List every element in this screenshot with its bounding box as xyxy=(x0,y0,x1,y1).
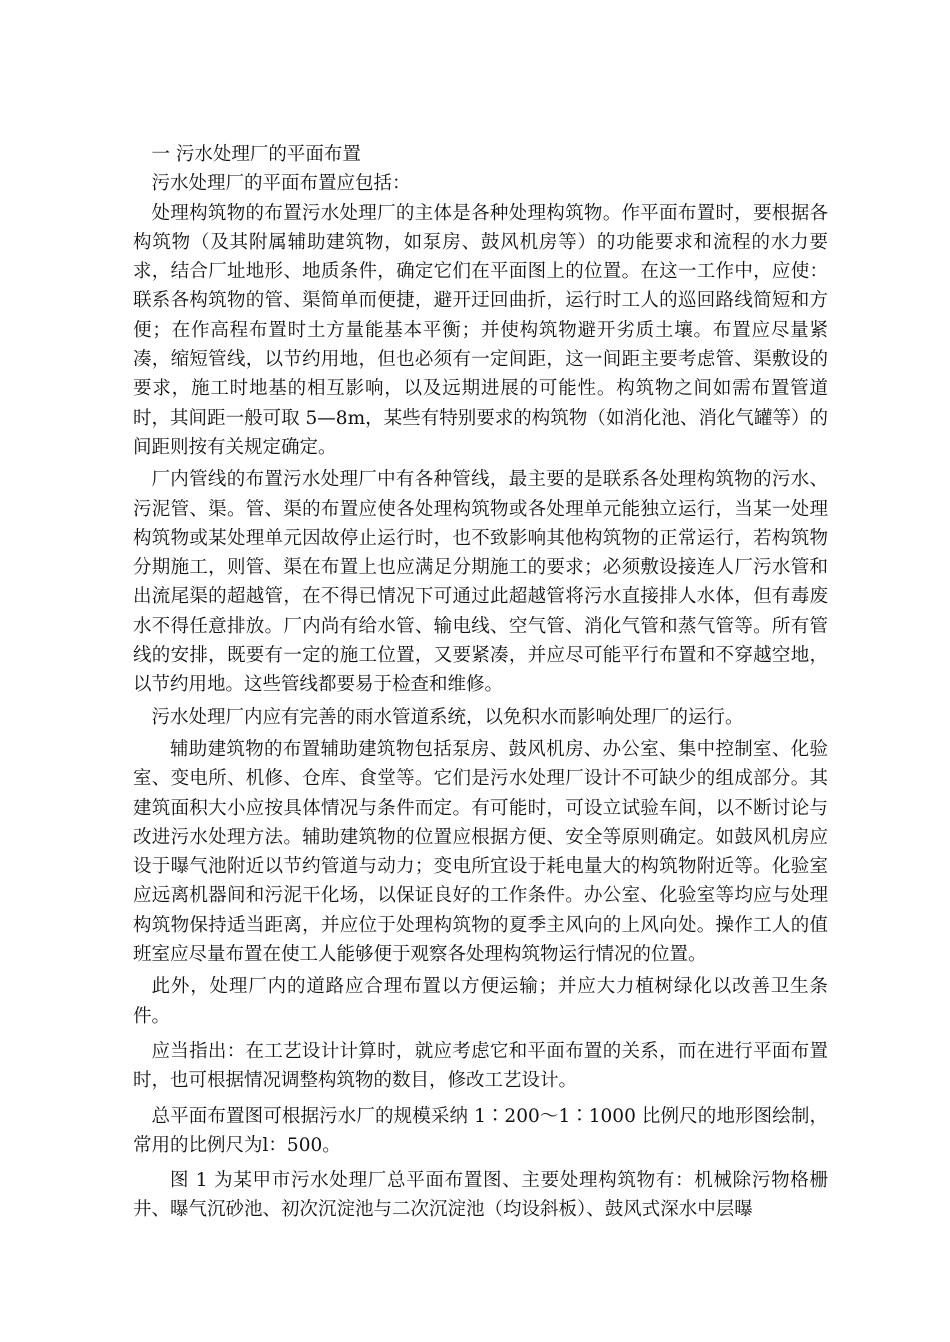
paragraph-scale: 总平面布置图可根据污水厂的规模采纳 1∶200～1∶1000 比例尺的地形图绘制，常用的比例尺为l：500。 xyxy=(133,1105,828,1156)
document-body xyxy=(133,140,828,1225)
section-heading: 一 污水处理厂的平面布置 xyxy=(151,144,361,165)
paragraph-pipeline-layout: 厂内管线的布置污水处理厂中有各种管线，最主要的是联系各处理构筑物的污水、污泥管、渠。管、渠的布置应使各处理构筑物或各处理单元能独立运行，当某一处理构筑物或某处理单元因故停止运行时，也不致影响其他构筑物的正常运行，若构筑物分期施工，则管、渠在布置上也应满足分期施工的要求；必须敷设接连人厂污水管和出流尾渠的超越管，在不得已情况下可通过此超越管将污水直接排人水体，但有毒废水不得任意排放。厂内尚有给水管、输电线、空气管、消化气管和蒸气管等。所有管线的安排，既要有一定的施工位置，又要紧凑，并应尽可能平行布置和不穿越空地，以节约用地。这些管线都要易于检查和维修。 xyxy=(133,469,828,696)
paragraph-roads-greening: 此外，处理厂内的道路应合理布置以方便运输；并应大力植树绿化以改善卫生条件。 xyxy=(133,976,828,1027)
paragraph-intro: 污水处理厂的平面布置应包括： xyxy=(151,173,411,195)
paragraph-note: 应当指出：在工艺设计计算时，就应考虑它和平面布置的关系，而在进行平面布置时，也可根据情况调整构筑物的数目，修改工艺设计。 xyxy=(133,1040,828,1092)
paragraph-structures-layout: 处理构筑物的布置污水处理厂的主体是各种处理构筑物。作平面布置时，要根据各构筑物（及其附属辅助建筑物，如泵房、鼓风机房等）的功能要求和流程的水力要求，结合厂址地形、地质条件，确定它们在平面图上的位置。在这一工作中，应使：联系各构筑物的管、渠简单而便捷，避开迂回曲折，运行时工人的巡回路线简短和方便；在作高程布置时土方量能基本平衡；并使构筑物避开劣质土壤。布置应尽量紧凑，缩短管线，以节约用地，但也必须有一定间距，这一间距主要考虑管、渠敷设的要求，施工时地基的相互影响，以及远期进展的可能性。构筑物之间如需布置管道时，其间距一般可取 5—8m，某些有特别要求的构筑物（如消化池、消化气罐等）的间距则按有关规定确定。 xyxy=(133,202,828,458)
paragraph-rainwater: 污水处理厂内应有完善的雨水管道系统，以免积水而影响处理厂的运行。 xyxy=(151,706,744,728)
paragraph-figure-1: 图 1 为某甲市污水处理厂总平面布置图、主要处理构筑物有：机械除污物格栅井、曝气沉砂池、初次沉淀池与二次沉淀池（均设斜板）、鼓风式深水中层曝 xyxy=(133,1170,828,1221)
paragraph-auxiliary-buildings: 辅助建筑物的布置辅助建筑物包括泵房、鼓风机房、办公室、集中控制室、化验室、变电所、机修、仓库、食堂等。它们是污水处理厂设计不可缺少的组成部分。其建筑面积大小应按具体情况与条件而定。有可能时，可设立试验车间，以不断讨论与改进污水处理方法。辅助建筑物的位置应根据方便、安全等原则确定。如鼓风机房应设于曝气池附近以节约管道与动力；变电所宜设于耗电量大的构筑物附近等。化验室应远离机器间和污泥干化场，以保证良好的工作条件。办公室、化验室等均应与处理构筑物保持适当距离，并应位于处理构筑物的夏季主风向的上风向处。操作工人的值班室应尽量布置在使工人能够便于观察各处理构筑物运行情况的位置。 xyxy=(133,738,828,966)
